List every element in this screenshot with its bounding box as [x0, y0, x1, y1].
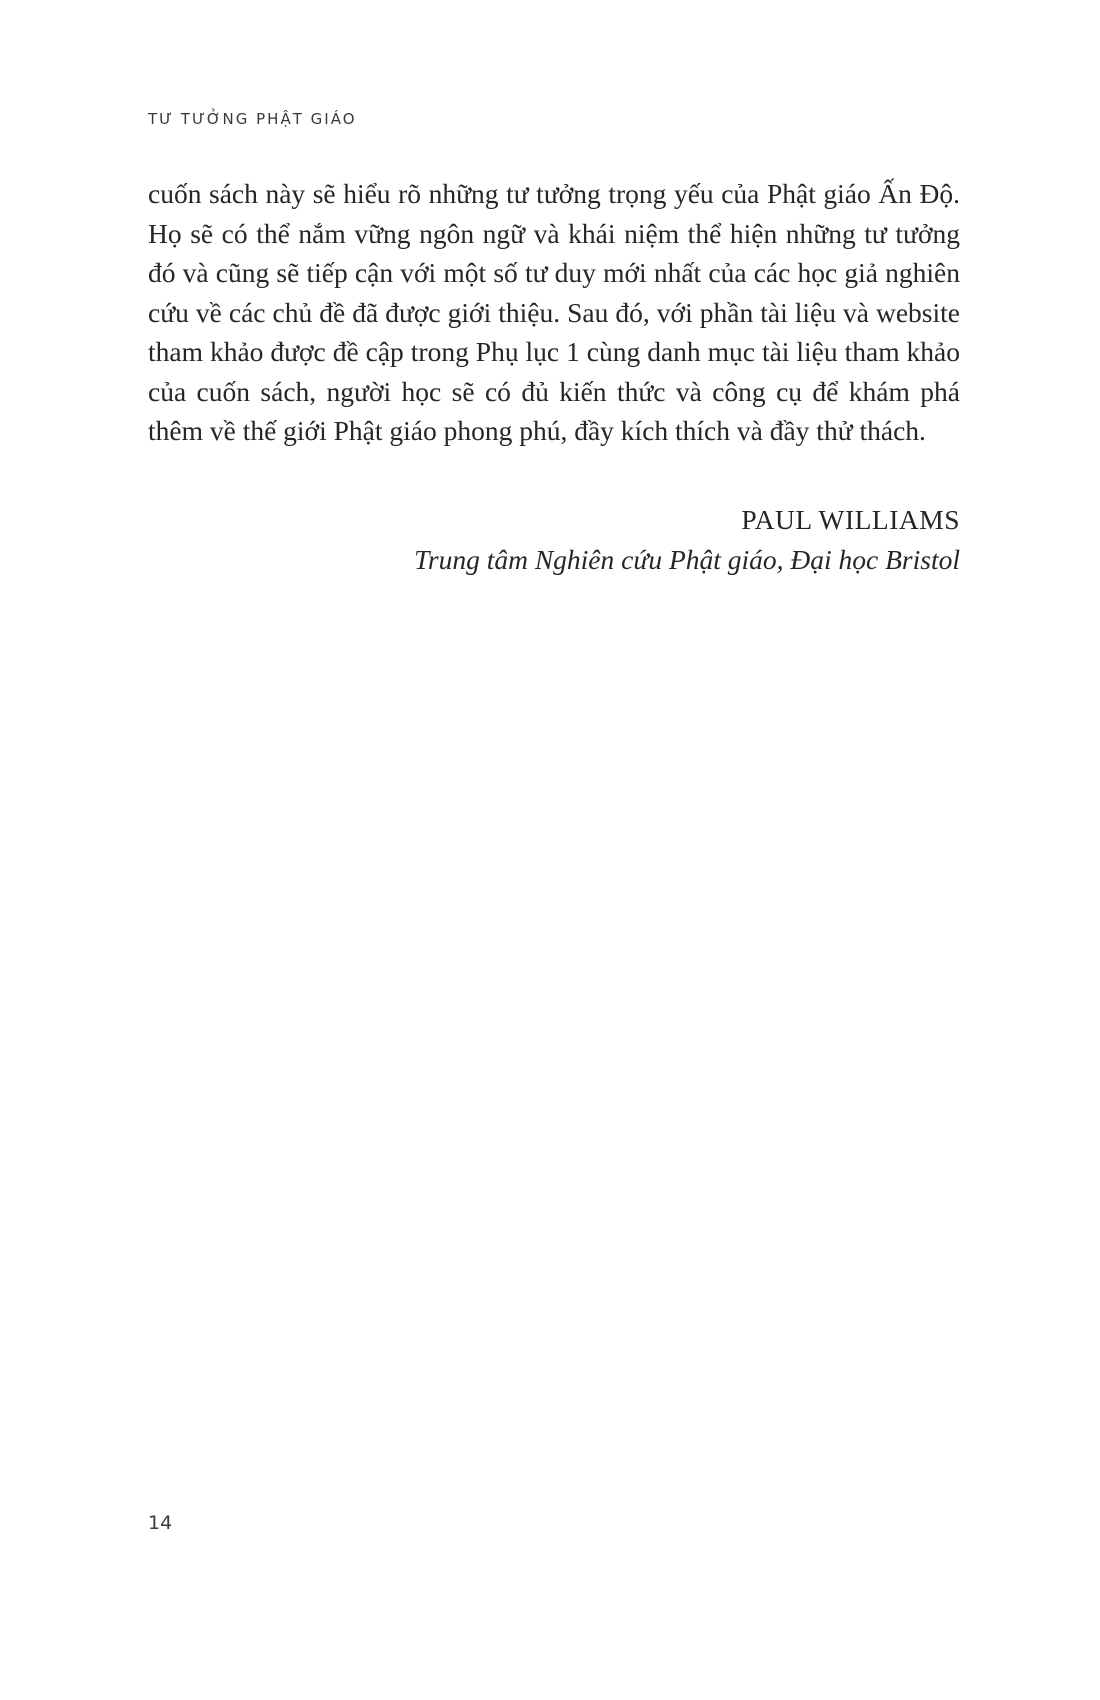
author-affiliation: Trung tâm Nghiên cứu Phật giáo, Đại học Bristol: [414, 544, 960, 575]
page-number: 14: [148, 1512, 173, 1534]
author-name: PAUL WILLIAMS: [741, 504, 960, 535]
signature-block: [148, 500, 960, 580]
body-paragraph: cuốn sách này sẽ hiểu rõ những tư tưởng trọng yếu của Phật giáo Ấn Độ. Họ sẽ có thể nắm vững ngôn ngữ và khái niệm thể hiện những tư tưởng đó và cũng sẽ tiếp cận với một số tư duy mới nhất của các học giả nghiên cứu về các chủ đề đã được giới thiệu. Sau đó, với phần tài liệu và website tham khảo được đề cập trong Phụ lục 1 cùng danh mục tài liệu tham khảo của cuốn sách, người học sẽ có đủ kiến thức và công cụ để khám phá thêm về thế giới Phật giáo phong phú, đầy kích thích và đầy thử thách.: [148, 178, 960, 446]
running-header: TƯ TƯỞNG PHẬT GIÁO: [148, 110, 357, 128]
